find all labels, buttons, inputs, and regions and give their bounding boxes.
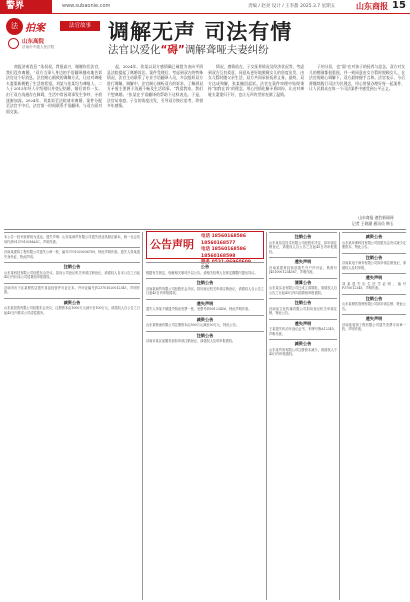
subhead-prefix: 法官以爱化 [108,44,161,56]
paper-name: 山东商报 [356,2,388,11]
notice-title: 注销公告 [294,234,312,239]
notice-text: 济南某文化传媒有限公司拟向登记机关申请注销，特此公告。 [269,306,337,315]
notice-item [269,257,337,275]
notice-item [146,262,264,275]
notice-text: 山东某环保科技有限公司经股东会决议减少注册资本，特此公告。 [342,240,406,249]
notice-item [146,315,264,328]
notice-item [146,331,264,344]
notice-title: 注销公告 [365,295,383,301]
badge-court-sub: 济南市中级人民法院 [22,45,55,49]
notice-title: 减资公告 [63,299,81,305]
badge-seal-icon: 法 [6,18,23,35]
notice-title: 遗失声明 [365,316,383,321]
notice-banner [146,231,264,265]
article-paragraph: 情况，感情依在，子女抚养情况及经济状况等，考虑到双方互有爱意，同意从更好地照顾女儿的角度出发，由女儿暂时随父亲生活，双方共同承担抚养义务。最终，双方达成和解，张某撤回起诉。法官在案件审理中始终秉持“如我在诉”的理念，用心用情化解矛盾纠纷，让这对聋哑夫妻重归于好，也让无声的世界充满了温情。 [208,64,304,97]
article-column-3 [208,64,304,226]
notice-title: 减资公告 [365,234,383,239]
notice-text: 王某遗失机动车登记证书，车牌号鲁A12345，声明作废。 [269,327,337,336]
notice-text: 本公告一经刊登即视为送达。遗失声明：山东某商贸有限公司遗失营业执照正副本，统一社会信用代码91370102MA3C，声明作废。 [4,235,140,244]
notice-title: 遗失声明 [196,300,214,306]
column-rule [142,232,143,600]
page-number: 15 [392,0,406,11]
notice-title: 遗失声明 [294,259,312,264]
article-paragraph: 起，2024年，张某以双方感情确已破裂为由向平阴县法院提起了离婚诉讼。案件受理后，考虑到双方的特殊情况，法官主动联系了专业手语翻译人员，多次组织双方进行调解。调解中，法官耐心倾听双方的诉求，了解到双方矛盾主要源于沟通不畅及生活琐事。“我爱我家，我们不想离婚。”张某在手语翻译的帮助下这样表达。于是，法官从家庭、子女的角度出发，引导双方换位思考，珍惜多年感情。 [107,64,203,109]
article-paragraph: 子的分居，也“弱”在对孩子的抚养与思念。双方对女儿的照顾都很重视，并一致同意由女方暂时照顾女儿。在法官的耐心调解下，双方最终握手言和。法官表示，今后将继续践行司法为民理念，用心用情办理好每一起案件，让人民群众在每一个司法案件中感受到公平正义。 [309,64,405,92]
notice-title: 减资公告 [196,316,214,322]
notice-column-far-right [342,232,406,600]
phone-line: 服务 0531-86960609 [201,260,252,265]
notice-title: 注销公告 [63,264,81,269]
badge-title: 拍案 [25,23,45,34]
article-column-4 [309,64,405,214]
notice-item [4,247,140,259]
notice-text: 济南市历下区某餐饮店遗失食品经营许可证正本，许可证编号JY23701020012345，声明作废。 [4,285,140,294]
notice-text: 济南某商贸有限公司经股东会决议，拟向登记机关申请注销登记，请债权人自公告之日起45日内申报债权。 [146,286,264,295]
notice-item [269,319,337,337]
article-column-1 [6,64,102,226]
subhead-highlight: “碍” [160,44,185,56]
notice-text: 根据有关规定，现就相关事项予以公告，请相关权利人在规定期限内提出异议。 [146,270,258,275]
notice-item [269,278,337,296]
notice-text: 山东某餐饮管理有限公司拟申请注销，特此公告。 [342,302,406,311]
subhead-suffix: 调解聋哑夫妻纠纷 [184,44,269,56]
article-paragraph: 商报济南消息 “朱叔叔，我很高兴，谢谢你们法官，我们没有离婚。”双方当事人身边的手语翻译激动地告诉法官这个好消息。法官耐心细致的调解方式，让这对聋哑夫妻重新拥抱了生活的希望。刘某与张某均为聋哑人，二人于2015年经人介绍相识并登记结婚，婚后育有一女。由于双方沟通存在障碍，生活中常因琐事发生争吵，矛盾逐渐加深。2024年，刘某诉至法院请求离婚，案件分配至法官手中后，法官第一时间联系手语翻译，与双方面对面交流。 [6,64,102,114]
article-column-2 [107,64,203,226]
phone-line: 电话 18560168586 18560168577 [201,234,247,246]
notice-text: 济南某装饰工程有限公司遗失发票专用章一枚，声明作废。 [342,322,406,331]
notice-text: 山东某实业有限公司已成立清算组，请债权人自公告之日起45日内向清算组申报债权。 [269,286,337,295]
headline: 调解无声 司法有情 [108,20,293,44]
column-badge [6,18,96,62]
notice-title: 遗失声明 [294,320,312,326]
notice-title: 减资公告 [294,341,312,346]
notice-text: 遗失人李某不慎遗失购房发票一张，发票号码00123456，特此声明作废。 [146,307,252,311]
notice-text: 济南某电子商务有限公司拟申请注销登记，请债权人及时申报。 [342,261,406,270]
notice-title: 清算公告 [294,279,312,285]
notice-title: 注销公告 [294,300,312,305]
notice-item [269,339,337,357]
phone-line: 电话 18560168586 18560168598 [201,247,247,259]
notice-text: 刘某遗失出生医学证明，编号P370012345，声明作废。 [342,281,406,290]
notice-column-middle [146,262,264,600]
notice-text: 山东某物流有限公司注册资本由500万元减至50万元，特此公告。 [146,323,240,327]
notice-column-right [269,232,337,600]
notice-text: 山东某投资有限公司经股东会决议，注册资本由1000万元减少至100万元，请债权人自公告之日起45日内要求公司清偿债务。 [4,306,140,315]
notice-item [269,232,337,254]
notice-text: 济南某建筑工程有限公司遗失公章一枚，编号3701020056789，特此声明作废。遗失人张某遗失身份证，特此声明。 [4,250,140,259]
page-header [0,0,410,13]
notice-title: 注销公告 [196,280,214,285]
notice-title: 遗失声明 [365,275,383,280]
notice-text: 济南市某区某服务部拟申请注销登记，请债权人及时申报债权。 [146,339,236,343]
notice-item [269,298,337,316]
notice-item [342,232,406,250]
notice-title: 注销公告 [365,254,383,260]
notice-item [342,314,406,332]
notice-title: 注销公告 [196,332,214,338]
notice-item [4,283,140,295]
section-tab: 警界 [0,0,52,13]
court-emblem-icon [8,38,19,49]
badge-court: 山东高院 [22,39,45,45]
notice-text: 山东某贸易有限公司注册资本减少，请债权人于45日内申报债权。 [269,347,337,356]
header-rule [0,13,410,14]
byline: 山东商报·速豹新闻网 记者 王晓涵 通讯员 韩玉 [352,215,394,226]
notice-text: 山东某科技有限公司经股东会决议，拟向公司登记机关申请注销登记，请债权人自本公告之日起45日内向本公司清算组申报债权。 [4,270,140,279]
notice-item [342,273,406,291]
notice-item [146,299,264,312]
notice-item [4,262,140,280]
notice-text: 山东某信息技术有限公司经股东决定，拟申请注销登记，请债权人自公告之日起45日内申报债权。 [269,240,337,254]
site-url: www.subaonie.com [62,3,111,9]
notice-item [4,232,140,244]
notice-text: 济南某建材经营部遗失开户许可证，核准号J4510001234567，声明作废。 [269,265,337,274]
notice-column-left [4,232,140,600]
subheadline [108,42,269,57]
column-rule [339,232,340,600]
section-divider [4,229,406,230]
notice-item [342,294,406,312]
notice-item [146,278,264,296]
notice-item [4,298,140,316]
notice-title: 公告 [200,264,210,269]
notice-banner-title: 公告声明 [150,238,194,251]
editor-meta: 责编 / 赵亮 设计 / 王李甜 2025.3.7 星期五 [248,4,336,9]
badge-chip: 法官故事 [60,21,100,31]
column-rule [266,232,267,600]
notice-item [342,253,406,271]
